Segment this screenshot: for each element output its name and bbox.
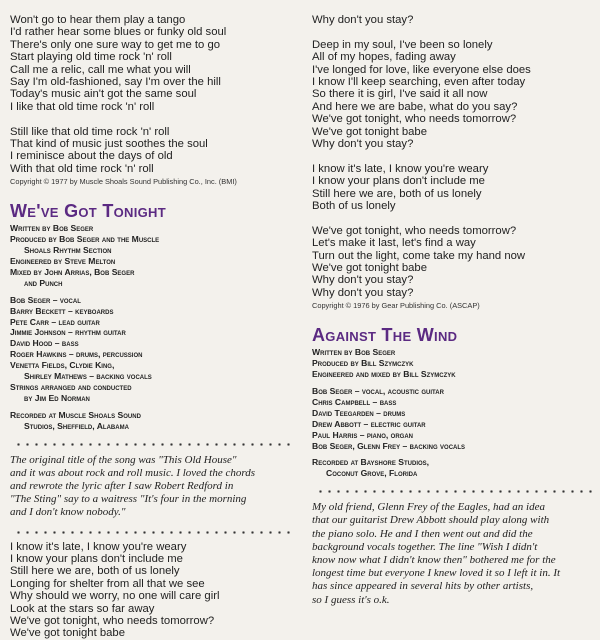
song-title: We've Got Tonight bbox=[10, 201, 166, 222]
text-line: and I don't know nobody." bbox=[10, 506, 126, 519]
lyrics-stanza-3 bbox=[312, 163, 596, 213]
text-line: Pete Carr – lead guitar bbox=[10, 316, 100, 327]
text-line: Engineered and mixed by Bill Szymczyk bbox=[312, 369, 456, 380]
text-line: So there it is girl, I've said it all now bbox=[312, 88, 488, 101]
text-line: Strings arranged and conducted bbox=[10, 381, 132, 392]
text-line: Longing for shelter from all that we see bbox=[10, 577, 205, 590]
text-line: the piano solo. He and I then went out and did the bbox=[312, 527, 533, 540]
text-line: We've got tonight, who needs tomorrow? bbox=[312, 224, 517, 237]
text-line: Written by Bob Seger bbox=[312, 347, 396, 358]
text-line: that our guitarist Drew Abbott should play along with bbox=[312, 514, 550, 527]
text-line: Mixed by John Arrias, Bob Seger bbox=[10, 266, 135, 277]
text-line: Coconut Grove, Florida bbox=[326, 468, 418, 479]
text-line: I know I'll keep searching, even after today bbox=[312, 76, 526, 89]
text-line: by Jim Ed Norman bbox=[24, 392, 90, 403]
text-line: I like that old time rock 'n' roll bbox=[10, 100, 155, 113]
copyright-notice: Copyright © 1976 by Gear Publishing Co. (ASCAP) bbox=[312, 301, 480, 311]
text-line: I've longed for love, like everyone else does bbox=[312, 63, 531, 76]
text-line: Venetta Fields, Clydie King, bbox=[10, 360, 115, 371]
text-line: The original title of the song was "This Old House" bbox=[10, 453, 237, 466]
text-line: We've got tonight babe bbox=[312, 125, 427, 138]
text-line: David Hood – bass bbox=[10, 338, 79, 349]
text-line: Look at the stars so far away bbox=[10, 602, 155, 615]
text-line: Studios, Sheffield, Alabama bbox=[24, 420, 129, 431]
credits-production bbox=[10, 223, 298, 288]
text-line: I'd rather hear some blues or funky old soul bbox=[10, 26, 227, 39]
text-line: Bob Seger – vocal bbox=[10, 294, 81, 305]
text-line: We've got tonight, who needs tomorrow? bbox=[312, 113, 517, 126]
text-line: Why don't you stay? bbox=[312, 274, 414, 287]
text-line: and Punch bbox=[24, 277, 63, 288]
lyrics-stanza-1 bbox=[10, 14, 298, 113]
dotted-divider bbox=[14, 531, 294, 534]
song-note bbox=[312, 501, 596, 607]
text-line: Why don't you stay? bbox=[312, 14, 414, 26]
text-line: so I guess it's o.k. bbox=[312, 593, 390, 606]
old-time-rock-and-roll-lyrics bbox=[10, 14, 298, 175]
text-line: Bob Seger – vocal, acoustic guitar bbox=[312, 386, 444, 397]
text-line: Still here we are, both of us lonely bbox=[10, 565, 180, 578]
text-line: Let's make it last, let's find a way bbox=[312, 237, 476, 250]
text-line: Engineered by Steve Melton bbox=[10, 255, 116, 266]
text-line: Why should we worry, no one will care girl bbox=[10, 590, 220, 603]
text-line: Why don't you stay? bbox=[312, 286, 414, 299]
text-line: Won't go to hear them play a tango bbox=[10, 14, 186, 26]
text-line: All of my hopes, fading away bbox=[312, 51, 456, 64]
credits-recording bbox=[10, 410, 298, 432]
weve-got-tonight-lyrics-continued bbox=[312, 14, 596, 299]
text-line: Deep in my soul, I've been so lonely bbox=[312, 38, 493, 51]
credits-production bbox=[312, 347, 596, 380]
text-line: Why don't you stay? bbox=[312, 138, 414, 151]
lyrics-stanza-1 bbox=[312, 14, 596, 26]
text-line: Recorded at Bayshore Studios, bbox=[312, 457, 430, 468]
left-column bbox=[10, 0, 298, 640]
credits-musicians bbox=[312, 386, 596, 451]
text-line: and rewrote the lyric after I saw Robert Redford in bbox=[10, 479, 234, 492]
text-line: Both of us lonely bbox=[312, 200, 396, 213]
text-line: Bob Seger, Glenn Frey – backing vocals bbox=[312, 440, 466, 451]
text-line: Say I'm old-fashioned, say I'm over the hill bbox=[10, 76, 221, 89]
text-line: background vocals together. The line "Wish I didn't bbox=[312, 540, 538, 553]
text-line: That kind of music just soothes the soul bbox=[10, 138, 208, 151]
text-line: I know it's late, I know you're weary bbox=[10, 540, 187, 553]
song-credits bbox=[10, 223, 298, 431]
text-line: "The Sting" say to a waitress "It's four in the morning bbox=[10, 493, 247, 506]
credits-recording bbox=[312, 457, 596, 479]
weve-got-tonight-lyrics bbox=[10, 541, 298, 640]
song-note bbox=[10, 454, 298, 520]
text-line: I know your plans don't include me bbox=[10, 553, 183, 565]
text-line: and it was about rock and roll music. I loved the chords bbox=[10, 466, 256, 479]
text-line: Recorded at Muscle Shoals Sound bbox=[10, 409, 141, 420]
text-line: There's only one sure way to get me to go bbox=[10, 38, 221, 51]
dotted-divider bbox=[14, 443, 294, 446]
text-line: longest time but everyone I knew loved it so I left it in. It bbox=[312, 567, 561, 580]
song-credits bbox=[312, 347, 596, 479]
text-line: Chris Campbell – bass bbox=[312, 396, 397, 407]
copyright-notice: Copyright © 1977 by Muscle Shoals Sound Publishing Co., Inc. (BMI) bbox=[10, 177, 237, 187]
text-line: Turn out the light, come take my hand now bbox=[312, 249, 526, 262]
text-line: And here we are babe, what do you say? bbox=[312, 100, 518, 113]
credits-musicians bbox=[10, 295, 298, 404]
text-line: We've got tonight babe bbox=[312, 262, 427, 275]
text-line: I know your plans don't include me bbox=[312, 175, 485, 188]
text-line: Produced by Bob Seger and the Muscle bbox=[10, 234, 160, 245]
song-title: Against The Wind bbox=[312, 325, 458, 346]
text-line: Paul Harris – piano, organ bbox=[312, 429, 413, 440]
text-line: Drew Abbott – electric guitar bbox=[312, 418, 426, 429]
text-line: I reminisce about the days of old bbox=[10, 150, 173, 163]
dotted-divider bbox=[316, 490, 592, 493]
text-line: Still like that old time rock 'n' roll bbox=[10, 125, 170, 138]
text-line: We've got tonight babe bbox=[10, 627, 125, 640]
text-line: Still here we are, both of us lonely bbox=[312, 187, 482, 200]
text-line: With that old time rock 'n' roll bbox=[10, 162, 154, 175]
text-line: My old friend, Glenn Frey of the Eagles, had an idea bbox=[312, 501, 545, 514]
text-line: know now what I didn't know then" bothered me for the bbox=[312, 554, 556, 567]
lyrics-stanza-4 bbox=[312, 225, 596, 299]
text-line: David Teegarden – drums bbox=[312, 407, 406, 418]
text-line: Barry Beckett – keyboards bbox=[10, 305, 114, 316]
text-line: Jimmie Johnson – rhythm guitar bbox=[10, 327, 126, 338]
right-column bbox=[312, 0, 596, 607]
text-line: Start playing old time rock 'n' roll bbox=[10, 51, 172, 64]
text-line: Written by Bob Seger bbox=[10, 223, 94, 234]
text-line: Today's music ain't got the same soul bbox=[10, 88, 197, 101]
text-line: I know it's late, I know you're weary bbox=[312, 162, 489, 175]
text-line: Produced by Bill Szymczyk bbox=[312, 358, 414, 369]
text-line: Call me a relic, call me what you will bbox=[10, 63, 191, 76]
lyrics-stanza-2 bbox=[10, 126, 298, 176]
text-line: We've got tonight, who needs tomorrow? bbox=[10, 615, 215, 628]
lyrics-stanza-2 bbox=[312, 39, 596, 151]
text-line: Shoals Rhythm Section bbox=[24, 245, 112, 256]
text-line: Roger Hawkins – drums, percussion bbox=[10, 349, 143, 360]
text-line: has since appeared in several hits by other artists, bbox=[312, 580, 534, 593]
text-line: Shirley Mathews – backing vocals bbox=[24, 371, 152, 382]
